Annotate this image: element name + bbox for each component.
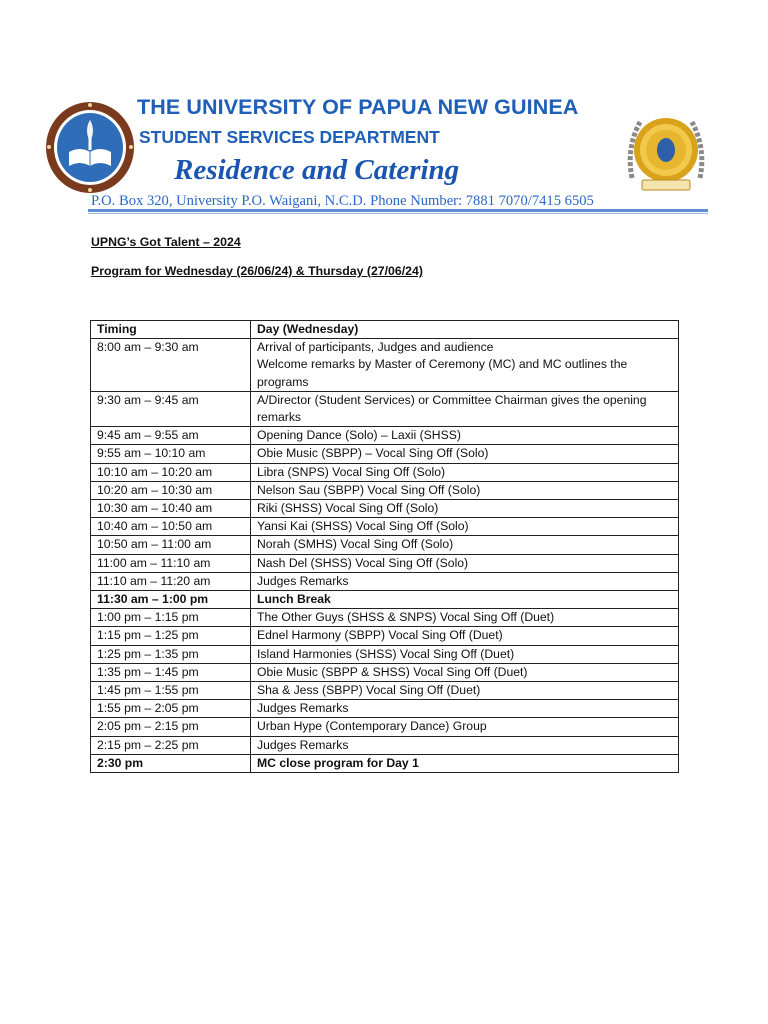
unit-name: Residence and Catering [174,154,460,186]
activity-cell: MC close program for Day 1 [251,754,679,772]
program-title: Program for Wednesday (26/06/24) & Thursday (27/06/24) [91,264,423,278]
event-title: UPNG’s Got Talent – 2024 [91,235,241,249]
activity-cell: Lunch Break [251,591,679,609]
table-row [91,736,679,754]
table-row [91,591,679,609]
time-cell: 1:55 pm – 2:05 pm [91,700,251,718]
time-cell: 10:30 am – 10:40 am [91,500,251,518]
table-row [91,427,679,445]
time-cell: 10:50 am – 11:00 am [91,536,251,554]
time-cell: 11:00 am – 11:10 am [91,554,251,572]
activity-cell: Arrival of participants, Judges and audience Welcome remarks by Master of Ceremony (MC) and MC outlines the programs [251,339,679,392]
table-row [91,572,679,590]
time-cell: 1:45 pm – 1:55 pm [91,682,251,700]
upng-crest-logo [44,100,136,195]
time-cell: 1:35 pm – 1:45 pm [91,663,251,681]
time-cell: 1:15 pm – 1:25 pm [91,627,251,645]
time-cell: 9:30 am – 9:45 am [91,391,251,426]
time-cell: 10:40 am – 10:50 am [91,518,251,536]
time-cell: 1:25 pm – 1:35 pm [91,645,251,663]
university-name: THE UNIVERSITY OF PAPUA NEW GUINEA [137,95,579,119]
activity-cell: Opening Dance (Solo) – Laxii (SHSS) [251,427,679,445]
time-cell: 8:00 am – 9:30 am [91,339,251,392]
table-row [91,700,679,718]
table-row [91,536,679,554]
header-timing: Timing [91,321,251,339]
activity-cell: Sha & Jess (SBPP) Vocal Sing Off (Duet) [251,682,679,700]
table-row [91,445,679,463]
time-cell: 2:15 pm – 2:25 pm [91,736,251,754]
activity-cell: A/Director (Student Services) or Committee Chairman gives the opening remarks [251,391,679,426]
activity-cell: Island Harmonies (SHSS) Vocal Sing Off (Duet) [251,645,679,663]
table-row [91,463,679,481]
table-row [91,663,679,681]
time-cell: 11:10 am – 11:20 am [91,572,251,590]
activity-cell: Riki (SHSS) Vocal Sing Off (Solo) [251,500,679,518]
time-cell: 9:45 am – 9:55 am [91,427,251,445]
activity-cell: Norah (SMHS) Vocal Sing Off (Solo) [251,536,679,554]
table-row [91,718,679,736]
activity-cell: Judges Remarks [251,572,679,590]
time-cell: 9:55 am – 10:10 am [91,445,251,463]
time-cell: 2:05 pm – 2:15 pm [91,718,251,736]
activity-cell: Nash Del (SHSS) Vocal Sing Off (Solo) [251,554,679,572]
time-cell: 10:20 am – 10:30 am [91,481,251,499]
activity-cell: Obie Music (SBPP & SHSS) Vocal Sing Off (Duet) [251,663,679,681]
activity-cell: Libra (SNPS) Vocal Sing Off (Solo) [251,463,679,481]
time-cell: 11:30 am – 1:00 pm [91,591,251,609]
address-line: P.O. Box 320, University P.O. Waigani, N.C.D. Phone Number: 7881 7070/7415 6505 [91,193,594,209]
upng-seal-logo [622,108,710,198]
time-cell: 1:00 pm – 1:15 pm [91,609,251,627]
schedule-table [90,320,679,773]
letterhead-rule-thin [88,213,708,214]
activity-cell: Ednel Harmony (SBPP) Vocal Sing Off (Duet) [251,627,679,645]
schedule-body [91,339,679,773]
activity-cell: Judges Remarks [251,700,679,718]
table-row [91,645,679,663]
department-name: STUDENT SERVICES DEPARTMENT [139,127,440,147]
table-row [91,391,679,426]
table-row [91,339,679,392]
activity-cell: Nelson Sau (SBPP) Vocal Sing Off (Solo) [251,481,679,499]
header-day: Day (Wednesday) [251,321,679,339]
table-row [91,609,679,627]
table-row [91,518,679,536]
table-row [91,754,679,772]
time-cell: 2:30 pm [91,754,251,772]
table-row [91,500,679,518]
activity-cell: Yansi Kai (SHSS) Vocal Sing Off (Solo) [251,518,679,536]
activity-cell: Judges Remarks [251,736,679,754]
activity-cell: Urban Hype (Contemporary Dance) Group [251,718,679,736]
schedule-header-row [91,321,679,339]
table-row [91,481,679,499]
activity-cell: Obie Music (SBPP) – Vocal Sing Off (Solo) [251,445,679,463]
letterhead-rule [88,209,708,212]
activity-cell: The Other Guys (SHSS & SNPS) Vocal Sing Off (Duet) [251,609,679,627]
letterhead [0,0,768,225]
table-row [91,554,679,572]
table-row [91,682,679,700]
table-row [91,627,679,645]
time-cell: 10:10 am – 10:20 am [91,463,251,481]
